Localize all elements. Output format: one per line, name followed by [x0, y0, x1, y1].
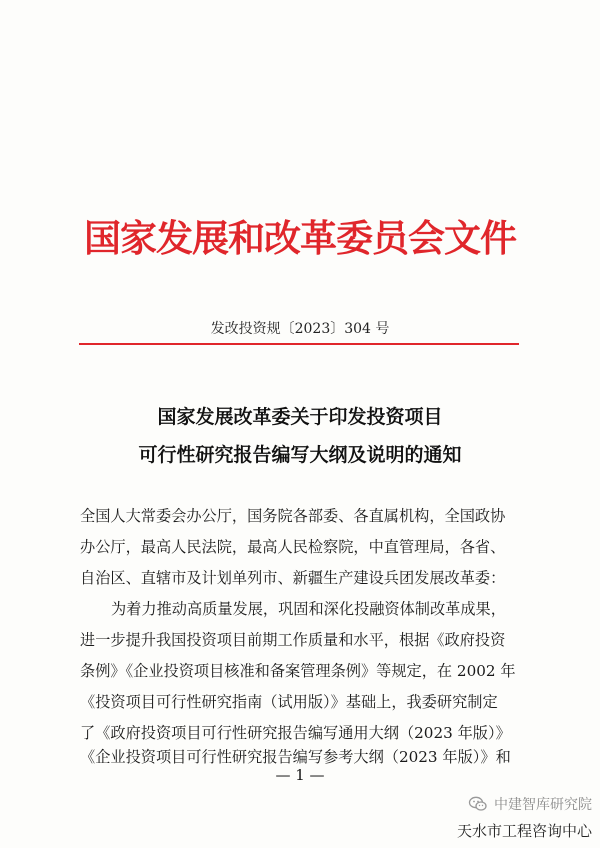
document-number: 发改投资规〔2023〕304 号 — [210, 321, 390, 337]
page-number: — 1 — — [275, 766, 325, 784]
watermark-source: 中建智库研究院 — [494, 797, 592, 813]
body-line-5: 进一步提升我国投资项目前期工作质量和水平，根据《政府投资 — [80, 631, 506, 649]
body-line-6: 条例》《企业投资项目核准和备案管理条例》等规定，在 2002 年 — [80, 662, 516, 680]
watermark — [392, 792, 592, 841]
watermark-source-row — [392, 792, 592, 816]
body-line-7: 《投资项目可行性研究指南（试用版）》基础上，我委研究制定 — [80, 693, 498, 711]
body-line-8: 了《政府投资项目可行性研究报告编写通用大纲（2023 年版）》 — [80, 724, 511, 742]
watermark-org: 天水市工程咨询中心 — [456, 822, 592, 840]
document-masthead: 国家发展和改革委员会文件 — [84, 216, 516, 260]
body-line-1: 全国人大常委会办公厅，国务院各部委、各直属机构，全国政协 — [80, 507, 506, 525]
notice-title-line-1: 国家发展改革委关于印发投资项目 — [157, 406, 443, 428]
wechat-icon — [468, 794, 488, 814]
red-divider — [79, 343, 519, 345]
body-line-9: 《企业投资项目可行性研究报告编写参考大纲（2023 年版）》和 — [80, 748, 511, 766]
body-line-3: 自治区、直辖市及计划单列市、新疆生产建设兵团发展改革委： — [80, 569, 506, 587]
notice-title-line-2: 可行性研究报告编写大纲及说明的通知 — [138, 444, 462, 466]
body-line-2: 办公厅，最高人民法院，最高人民检察院，中直管理局，各省、 — [80, 538, 506, 556]
body-line-4: 为着力推动高质量发展，巩固和深化投融资体制改革成果， — [111, 600, 506, 618]
